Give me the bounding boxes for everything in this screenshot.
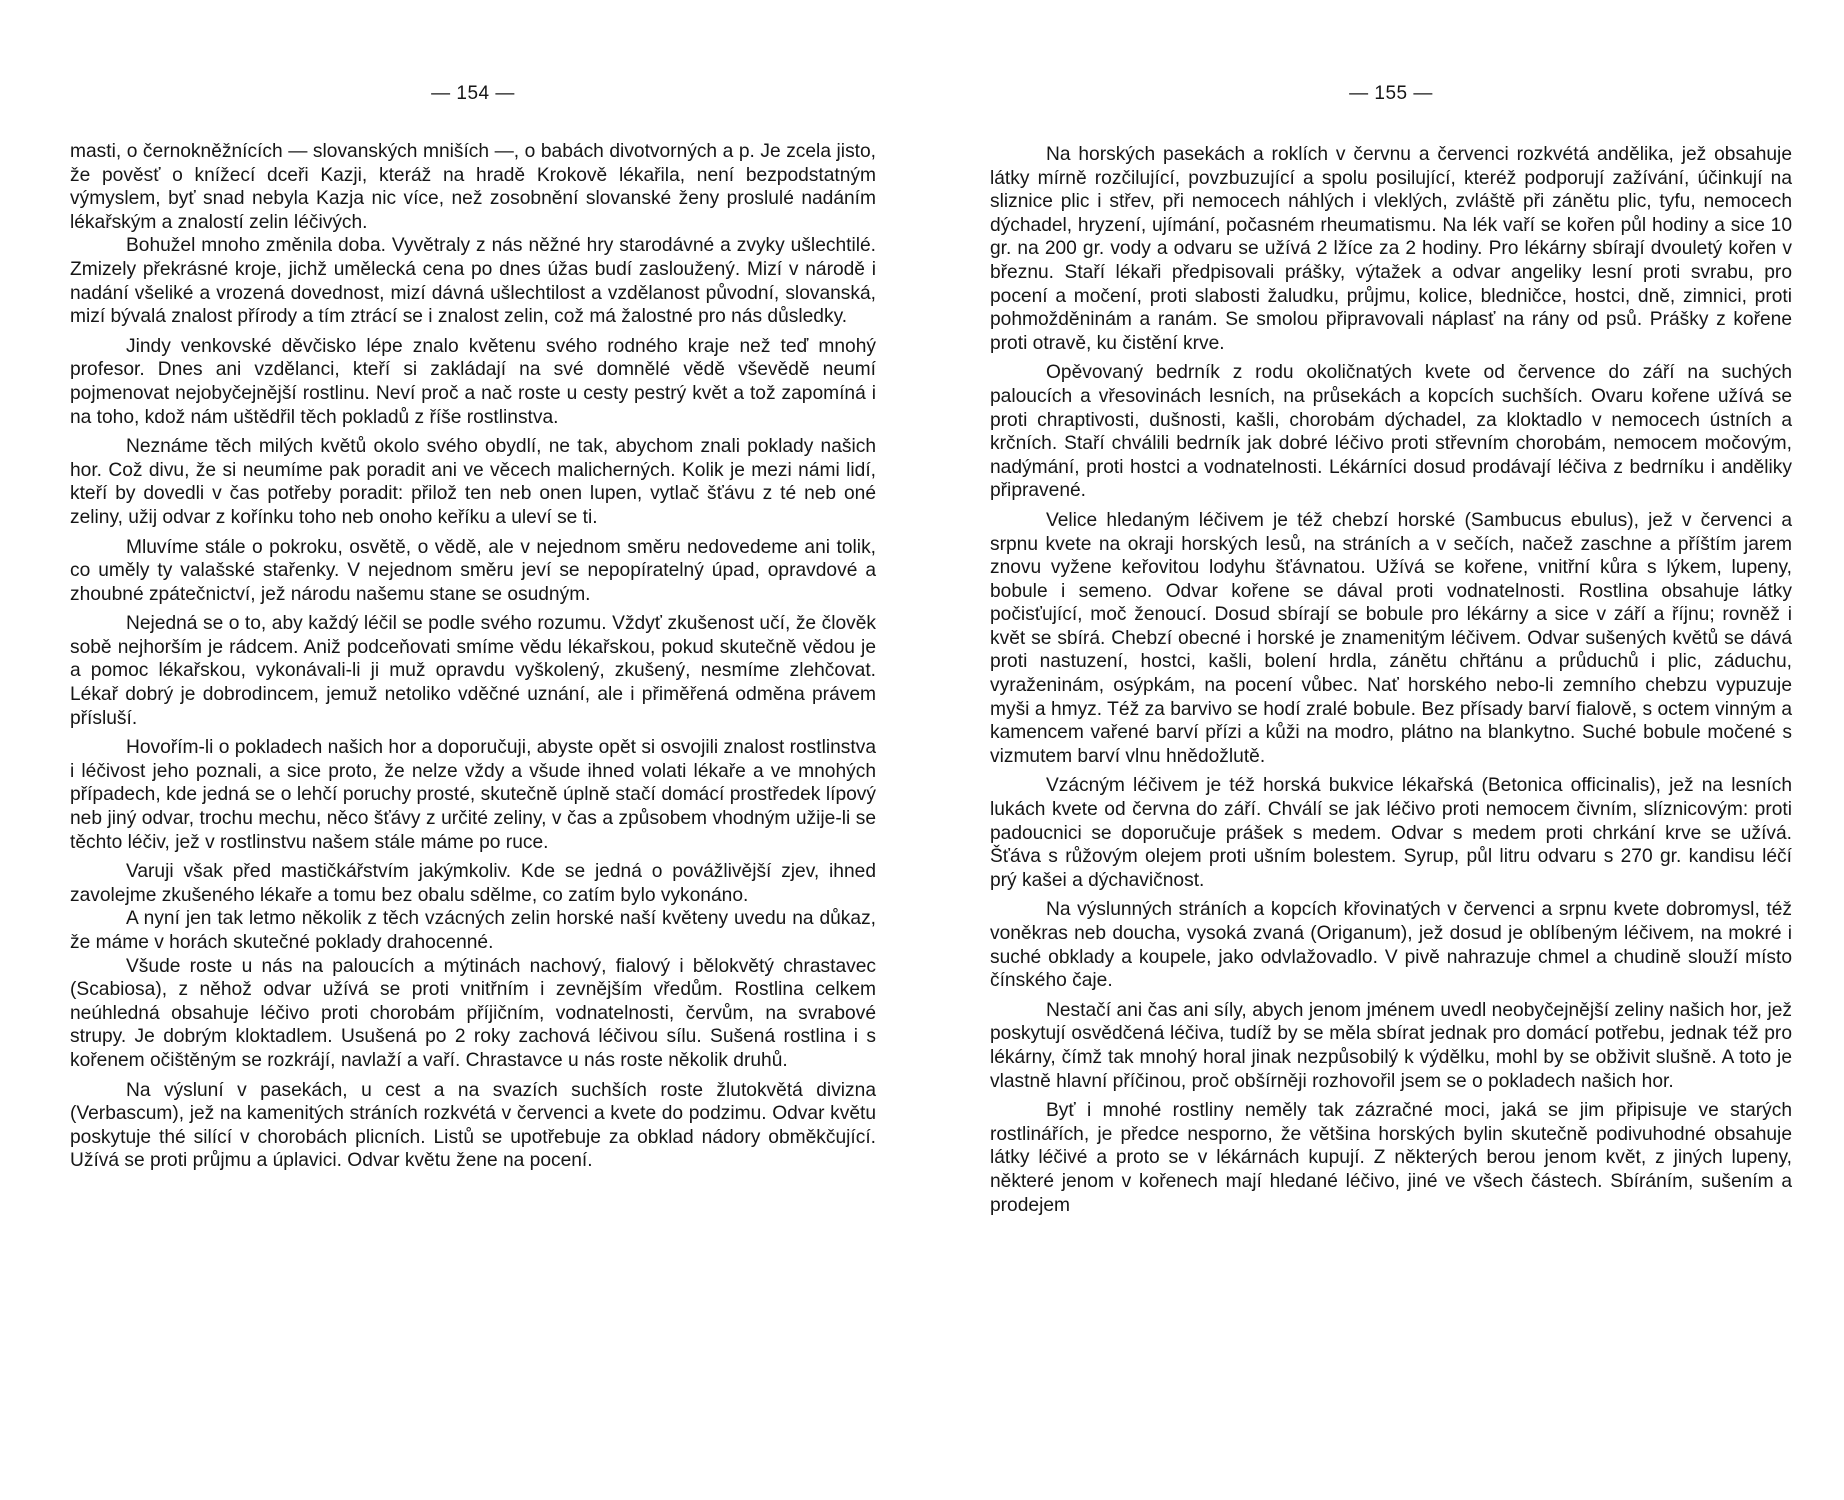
paragraph: Varuji však před mastičkářstvím jakýmkoliv. Kde se jedná o povážlivější zjev, ihned zavolejme zkušeného lékaře a tomu bez obalu sdělme, co zatím bylo vykonáno. — [70, 861, 876, 906]
page-number-155: — 155 — — [1349, 83, 1433, 104]
left-page-text — [70, 140, 876, 1173]
paragraph: Na výsluní v pasekách, u cest a na svazích suchších roste žlutokvětá divizna (Verbascum), jež na kamenitých stráních rozkvétá v červenci a kvete do podzimu. Odvar květu poskytuje thé silící v chorobách plicních. Listů se upotřebuje za obklad nádory obměkčující. Užívá se proti průjmu a úplavici. Odvar květu žene na pocení. — [70, 1079, 876, 1172]
paragraph: Mluvíme stále o pokroku, osvětě, o vědě, ale v nejednom směru nedovedeme ani tolik, co uměly ty valašské stařenky. V nejednom směru jeví se nepopíratelný úpad, opravdové a zhoubné zpátečnictví, jež národu našemu stane se osudným. — [70, 536, 876, 605]
paragraph: Jindy venkovské děvčisko lépe znalo květenu svého rodného kraje než teď mnohý profesor. Dnes ani vzdělanci, kteří si zakládají na své domnělé vědě vševědě neumí pojmenovat nejobyčejnější rostlinu. Neví proč a nač roste u cesty pestrý květ a tož zapomíná i na toho, kdož nám uštědřil těch pokladů z říše rostlinstva. — [70, 335, 876, 428]
paragraph: Nejedná se o to, aby každý léčil se podle svého rozumu. Vždyť zkušenost učí, že člověk sobě nejhorším je rádcem. Aniž podceňovati smíme vědu lékařskou, pokud skutečně vědou je a pomoc lékařskou, vykonávali-li ji muž opravdu vyškolený, zkušený, nesmíme zlehčovat. Lékař dobrý je dobrodincem, jemuž netoliko vděčné uznání, ale i přiměřená odměna právem přísluší. — [70, 613, 876, 729]
paragraph: Bohužel mnoho změnila doba. Vyvětraly z nás něžné hry starodávné a zvyky ušlechtilé. Zmizely překrásné kroje, jichž umělecká cena po dnes úžas budí zasloužený. Mizí v národě i nadání všeliké a vrozená dovednost, mizí dávná ušlechtilost a vzdělanost původní, slovanská, mizí bývalá znalost přírody a tím ztrácí se i znalost zelin, což má žalostné pro nás důsledky. — [70, 235, 876, 328]
right-page — [990, 0, 1792, 1500]
paragraph: Hovořím-li o pokladech našich hor a doporučuji, abyste opět si osvojili znalost rostlinstva i léčivost jeho poznali, a sice proto, že nelze vždy a všude ihned volati lékaře a ve mnohých případech, kde jedná se o lehčí poruchy prosté, skutečně úplně stačí domácí prostředek lípový neb jiný odvar, trochu mechu, něco šťávy z určité zeliny, v čas a způsobem vhodným užije-li se těchto léčiv, jež v rostlinstvu našem stále máme po ruce. — [70, 737, 876, 853]
paragraph: Byť i mnohé rostliny neměly tak zázračné moci, jaká se jim připisuje ve starých rostlinářích, je předce nesporno, že většina horských bylin skutečně podivuhodné obsahuje látky léčivé a proto se v lékárnách kupují. Z některých berou jenom květ, z jiných lupeny, některé jenom v kořenech mají hledané léčivo, jiné ve všech částech. Sbíráním, sušením a prodejem — [990, 1100, 1792, 1216]
paragraph: Opěvovaný bedrník z rodu okoličnatých kvete od července do září na suchých paloucích a vřesovinách lesních, na průsekách a kopcích suchších. Ovaru kořene užívá se proti chraptivosti, dušnosti, kašli, chorobám dýchadel, za kloktadlo v nemocech ústních a krčních. Staří chválili bedrník jak dobré léčivo proti střevním chorobám, nemocem močovým, nadýmání, proti hostci a vodnatelnosti. Lékárníci dosud prodávají léčiva z bedrníku i anděliky připravené. — [990, 362, 1792, 502]
paragraph: Velice hledaným léčivem je též chebzí horské (Sambucus ebulus), jež v červenci a srpnu kvete na okraji horských lesů, na stráních a v sečích, načež zaschne a příštím jarem znovu vyžene keřovitou lodyhu šťávnatou. Užívá se kořene, vnitřní kůra s lýkem, lupeny, bobule i semeno. Odvar kořene se dával proti vodnatelnosti. Rostlina obsahuje látky počisťující, moč ženoucí. Dosud sbírají se bobule pro lékárny a sice v září a říjnu; rovněž i květ se sbírá. Chebzí obecné i horské je znamenitým léčivem. Odvar sušených květů se dává proti nastuzení, hostci, kašli, bolení hrdla, zánětu chřtánu a průduchů i plic, záduchu, vyraženinám, osýpkám, na pocení vůbec. Nať horského nebo-li zemního chebzu vypuzuje myši a hmyz. Též za barvivo se hodí zralé bobule. Bez přísady barví fialově, s octem vinným a kamencem vařené barví přízi a kůži na modro, plátno na blankytno. Suché bobule močené s vizmutem barví vlnu hnědožlutě. — [990, 509, 1792, 767]
paragraph: masti, o černokněžnících — slovanských mniších —, o babách divotvorných a p. Je zcela jisto, že pověsť o knížecí dceři Kazji, kteráž na hradě Krokově lékařila, není bezpodstatným výmyslem, byť snad nebyla Kazja nic více, než zosobnění slovanské ženy proslulé nadáním lékařským a znalostí zelin léčivých. — [70, 141, 876, 233]
paragraph: A nyní jen tak letmo několik z těch vzácných zelin horské naší květeny uvedu na důkaz, že máme v horách skutečné poklady drahocenné. — [70, 908, 876, 953]
paragraph: Neznáme těch milých květů okolo svého obydlí, ne tak, abychom znali poklady našich hor. Což divu, že si neumíme pak poradit ani ve věcech malicherných. Kolik je mezi námi lidí, kteří by dovedli v čas potřeby poradit: přilož ten neb onen lupen, vytlač šťávu z té neb oné zeliny, užij odvar z kořínku toho neb onoho keříku a uleví se ti. — [70, 436, 876, 528]
paragraph: Na výslunných stráních a kopcích křovinatých v červenci a srpnu kvete dobromysl, též voněkras neb doucha, vysoká zvaná (Origanum), jež dosud je oblíbeným léčivem, na mokré i suché obklady a koupele, jako odvlažovadlo. V pivě nahrazuje chmel a chudině slouží místo čínského čaje. — [990, 899, 1792, 992]
paragraph: Vzácným léčivem je též horská bukvice lékařská (Betonica officinalis), jež na lesních lukách kvete od června do září. Chválí se jak léčivo proti nemocem čivním, slíznicovým: proti padoucnici se doporučuje prášek s medem. Odvar s medem proti chrkání krve se užívá. Šťáva s růžovým olejem proti ušním bolestem. Syrup, půl litru odvaru s 270 gr. kandisu léčí prý kašei a dýchavičnost. — [990, 775, 1792, 891]
left-page — [70, 0, 876, 1500]
page-number-154: — 154 — — [431, 83, 515, 104]
paragraph: Na horských pasekách a roklích v červnu a červenci rozkvétá andělika, jež obsahuje látky mírně rozčilující, povzbuzující a spolu posilující, kteréž podporují zažívání, účinkují na sliznice plic i střev, při nemocech náhlých i vleklých, zvláště při zánětu plic, tyfu, nemocech dýchadel, hryzení, ujímání, počasném rheumatismu. Na lék vaří se kořen půl hodiny a sice 10 gr. na 200 gr. vody a odvaru se užívá 2 lžíce za 2 hodiny. Pro lékárny sbírají dvouletý kořen v březnu. Staří lékaři předpisovali prášky, výtažek a odvar angeliky lesní proti svrabu, pro pocení a močení, proti slabosti žaludku, průjmu, kolice, bledničce, hostci, dně, zimnici, proti pohmožděninám a ranám. Se smolou připravovali náplasť na rány od psů. Prášky z kořene proti otravě, ku čistění krve. — [990, 144, 1792, 354]
paragraph: Nestačí ani čas ani síly, abych jenom jménem uvedl neobyčejnější zeliny našich hor, jež poskytují osvědčená léčiva, tudíž by se měla sbírat jednak pro domácí potřebu, jednak též pro lékárny, čímž tak mnohý horal jinak nezpůsobilý k výdělku, mohl by se obživit slušně. A toto je vlastně hlavní příčinou, proč obšírněji rozhovořil jsem se o pokladech našich hor. — [990, 999, 1792, 1092]
paragraph: Všude roste u nás na paloucích a mýtinách nachový, fialový i bělokvětý chrastavec (Scabiosa), z něhož odvar užívá se proti vnitřním i zevnějším vředům. Rostlina celkem neúhledná obsahuje léčivo proti chorobám příjičním, vodnatelnosti, červům, na svrabové strupy. Je dobrým kloktadlem. Usušená po 2 roky zachová léčivou sílu. Sušená rostlina i s kořenem očištěným se rozkrájí, navlaží a vaří. Chrastavce u nás roste několik druhů. — [70, 955, 876, 1071]
right-page-text — [990, 143, 1792, 1217]
